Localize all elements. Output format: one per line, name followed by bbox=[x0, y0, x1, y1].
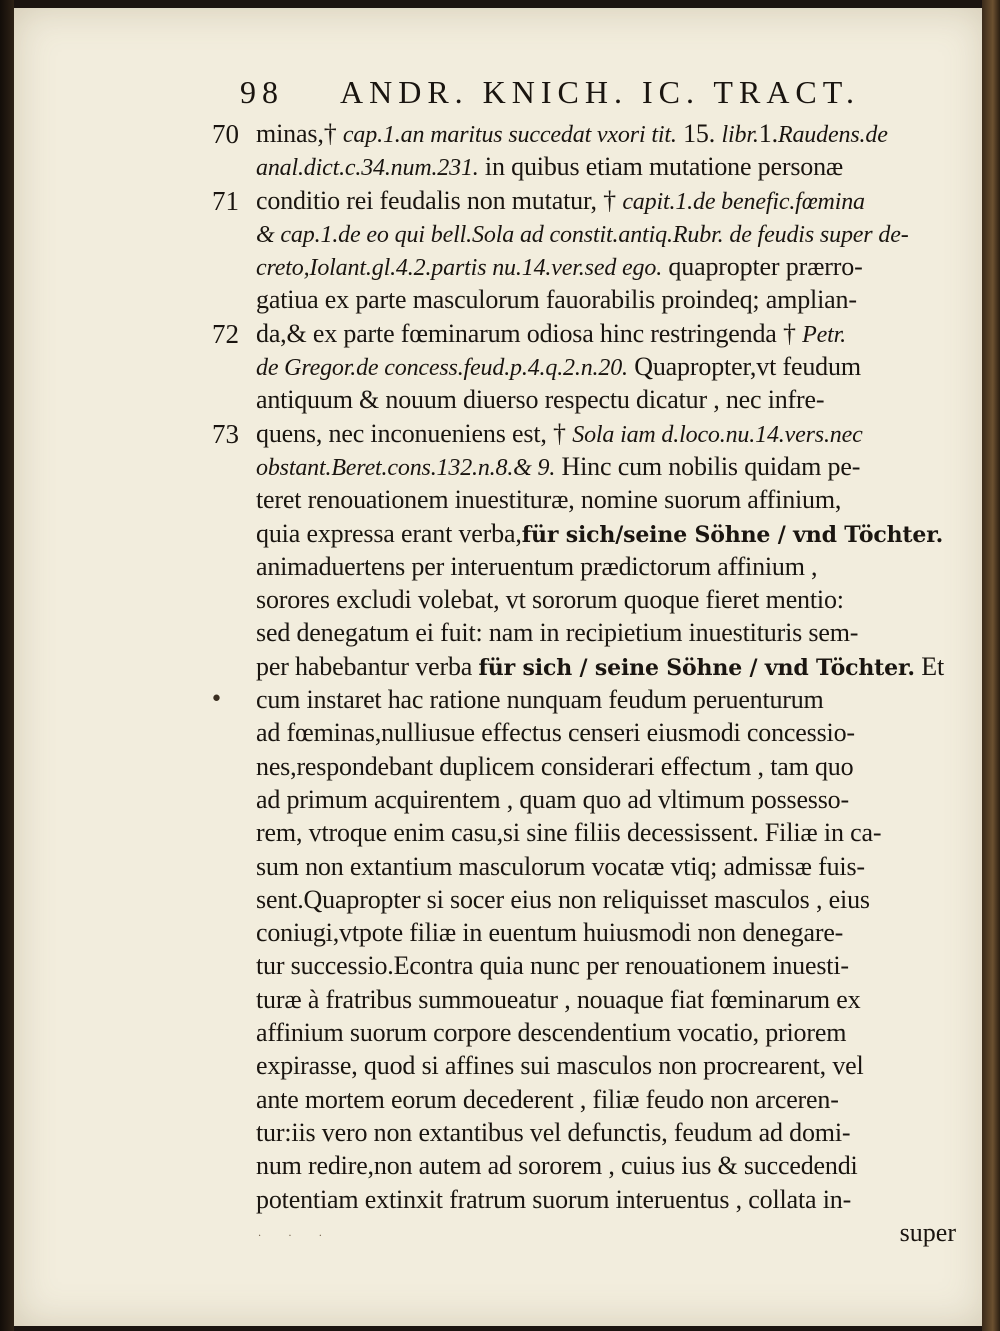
text-segment: num redire,non autem ad sororem , cuius ius & succedendi bbox=[256, 1151, 858, 1181]
text-line bbox=[256, 1049, 956, 1082]
text-segment: sent.Quapropter si socer eius non reliquisset masculos , eius bbox=[256, 884, 870, 914]
body-text bbox=[256, 117, 956, 1249]
text-segment: expirasse, quod si affines sui masculos non procrearent, vel bbox=[256, 1051, 864, 1081]
citation-text: cap.1.an maritus succedat vxori tit. bbox=[342, 122, 677, 148]
text-line bbox=[256, 883, 956, 916]
text-segment: potentiam extinxit fratrum suorum interuentus , collata in- bbox=[256, 1184, 852, 1214]
running-header bbox=[240, 74, 860, 118]
text-line bbox=[256, 417, 956, 450]
text-segment: quapropter prærro- bbox=[662, 252, 863, 282]
text-line bbox=[256, 816, 956, 849]
text-segment: animaduertens per interuentum prædictorum affinium , bbox=[256, 551, 818, 581]
text-line bbox=[256, 616, 956, 649]
page-specks: . . . bbox=[258, 1228, 334, 1239]
text-line bbox=[256, 217, 956, 250]
text-line bbox=[256, 949, 956, 982]
text-line bbox=[256, 1016, 956, 1049]
margin-number: 72 bbox=[212, 318, 239, 349]
text-line bbox=[256, 783, 956, 816]
text-segment: tur:iis vero non extantibus vel defunctis, feudum ad domi- bbox=[256, 1117, 851, 1147]
citation-text: obstant.Beret.cons.132.n.8.& 9. bbox=[256, 454, 556, 481]
text-segment: Quapropter,vt feudum bbox=[627, 352, 861, 382]
citation-text: creto,Iolant.gl.4.2.partis nu.14.ver.sed ego. bbox=[256, 255, 663, 282]
margin-number: 71 bbox=[212, 185, 239, 216]
text-segment: per habebantur verba bbox=[256, 651, 479, 681]
blackletter-phrase: für sich/seine Söhne / vnd Töchter. bbox=[521, 521, 944, 548]
text-line bbox=[256, 550, 956, 583]
text-segment: conditio rei feudalis non mutatur, † bbox=[256, 185, 623, 215]
citation-text: Petr. bbox=[802, 321, 846, 348]
text-line bbox=[256, 1149, 956, 1182]
text-segment: ad fœminas,nulliusue effectus censeri eiusmodi concessio- bbox=[256, 718, 855, 748]
margin-number: 70 bbox=[212, 119, 239, 149]
text-segment: teret renouationem inuestituræ, nomine suorum affinium, bbox=[256, 485, 842, 515]
margin-mark: • bbox=[210, 687, 223, 712]
text-segment: Et bbox=[914, 651, 945, 681]
text-segment: ante mortem eorum decederent , filiæ feudo non arceren- bbox=[256, 1084, 839, 1114]
text-line bbox=[256, 583, 956, 616]
page-number: 98 bbox=[240, 74, 284, 110]
text-segment: 15. bbox=[676, 119, 722, 148]
text-segment: ad primum acquirentem , quam quo ad vltimum possesso- bbox=[256, 784, 849, 814]
text-line bbox=[256, 750, 956, 783]
citation-text: & cap.1.de eo qui bell.Sola ad constit.antiq.Rubr. de feudis super de- bbox=[256, 221, 909, 248]
text-segment: nes,respondebant duplicem considerari effectum , tam quo bbox=[256, 751, 854, 781]
text-line bbox=[256, 150, 956, 183]
text-segment: quia expressa erant verba, bbox=[256, 518, 522, 548]
text-line bbox=[256, 1083, 956, 1116]
citation-text: Raudens.de bbox=[777, 122, 888, 148]
text-segment: tur successio.Econtra quia nunc per renouationem inuesti- bbox=[256, 951, 849, 981]
text-line bbox=[256, 916, 956, 949]
text-segment: rem, vtroque enim casu,si sine filiis decessissent. Filiæ in ca- bbox=[256, 818, 882, 848]
citation-text: Sola iam d.loco.nu.14.vers.nec bbox=[572, 421, 863, 448]
text-segment: antiquum & nouum diuerso respectu dicatur , nec infre- bbox=[256, 385, 825, 415]
text-line bbox=[256, 450, 956, 483]
text-line bbox=[256, 250, 956, 283]
text-line bbox=[256, 350, 956, 383]
text-segment: in quibus etiam mutatione personæ bbox=[478, 152, 844, 182]
scan-left-edge bbox=[0, 0, 14, 1331]
book-binding-edge bbox=[982, 0, 1000, 1331]
text-line bbox=[256, 1116, 956, 1149]
text-line bbox=[256, 184, 956, 217]
text-segment: coniugi,vtpote filiæ in euentum huiusmodi non denegare- bbox=[256, 918, 844, 948]
text-segment: turæ à fratribus summoueatur , nouaque fiat fœminarum ex bbox=[256, 984, 861, 1014]
text-line bbox=[256, 483, 956, 516]
citation-text: libr. bbox=[721, 122, 759, 148]
text-line bbox=[256, 716, 956, 749]
text-segment: minas,† bbox=[256, 119, 343, 148]
catchword: super bbox=[899, 1217, 956, 1247]
running-title: ANDR. KNICH. IC. TRACT. bbox=[340, 74, 860, 110]
text-segment: sed denegatum ei fuit: nam in recipietium inuestituris sem- bbox=[256, 618, 859, 648]
text-line bbox=[256, 1183, 956, 1216]
text-segment: affinium suorum corpore descendentium vocatio, priorem bbox=[256, 1018, 847, 1048]
citation-text: capit.1.de benefic.fœmina bbox=[622, 188, 865, 215]
text-line bbox=[256, 517, 956, 550]
text-segment: gatiua ex parte masculorum fauorabilis proindeq; amplian- bbox=[256, 285, 857, 315]
text-line bbox=[256, 683, 956, 716]
text-line bbox=[256, 117, 956, 150]
text-segment: cum instaret hac ratione nunquam feudum peruenturum bbox=[256, 685, 824, 715]
text-segment: da,& ex parte fœminarum odiosa hinc restringenda † bbox=[256, 318, 803, 348]
blackletter-phrase: für sich / seine Söhne / vnd Töchter. bbox=[478, 654, 915, 681]
text-line bbox=[256, 317, 956, 350]
text-line bbox=[256, 283, 956, 316]
text-segment: sorores excludi volebat, vt sororum quoque fieret mentio: bbox=[256, 585, 844, 615]
text-segment: sum non extantium masculorum vocatæ vtiq; admissæ fuis- bbox=[256, 851, 865, 881]
citation-text: anal.dict.c.34.num.231. bbox=[256, 155, 479, 182]
text-line bbox=[256, 383, 956, 416]
citation-text: de Gregor.de concess.feud.p.4.q.2.n.20. bbox=[256, 355, 628, 382]
text-line bbox=[256, 850, 956, 883]
text-line bbox=[256, 983, 956, 1016]
text-line bbox=[256, 650, 956, 683]
margin-number: 73 bbox=[212, 418, 239, 449]
text-segment: quens, nec inconueniens est, † bbox=[256, 418, 573, 448]
text-segment: Hinc cum nobilis quidam pe- bbox=[555, 451, 861, 481]
text-segment: 1. bbox=[758, 119, 778, 148]
